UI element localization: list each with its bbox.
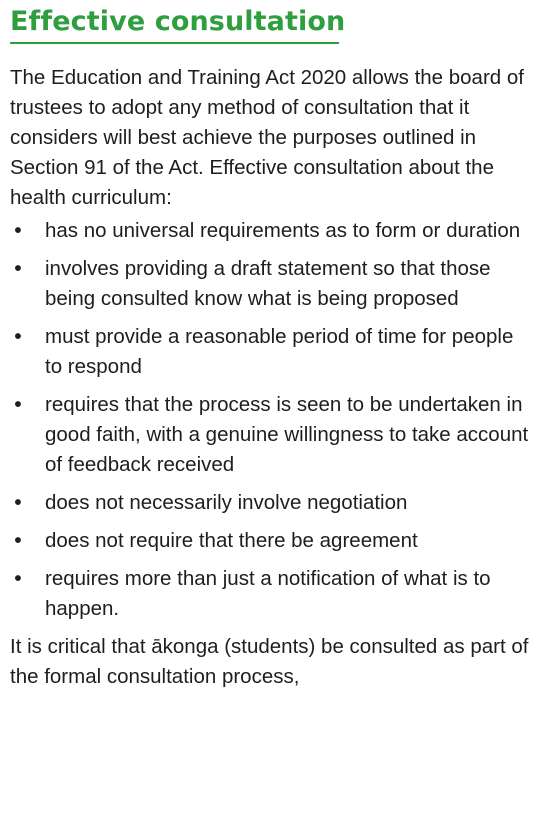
list-item-text: has no universal requirements as to form or duration: [45, 219, 521, 242]
bullet-icon: •: [14, 325, 22, 348]
list-item: [10, 322, 536, 382]
list-item-text: does not necessarily involve negotiation: [45, 491, 408, 514]
heading-underline: [10, 42, 339, 44]
bullet-icon: •: [14, 529, 22, 552]
bullet-icon: •: [14, 257, 22, 280]
bullet-icon: •: [14, 393, 22, 416]
bullet-icon: •: [14, 219, 22, 242]
section-heading: Effective consultation: [10, 6, 346, 37]
list-item-text: must provide a reasonable period of time for people to respond: [45, 325, 514, 378]
list-item: [10, 390, 536, 480]
bullet-list: [10, 216, 536, 624]
list-item: [10, 526, 536, 556]
list-item: [10, 564, 536, 624]
bullet-icon: •: [14, 567, 22, 590]
list-item-text: requires that the process is seen to be undertaken in good faith, with a genuine willingness to take account of feedback received: [45, 393, 529, 476]
list-item: [10, 216, 536, 246]
bullet-icon: •: [14, 491, 22, 514]
intro-paragraph: The Education and Training Act 2020 allows the board of trustees to adopt any method of consultation that it considers will best achieve the purposes outlined in Section 91 of the Act. Effective consultation about the health curriculum:: [10, 66, 524, 209]
list-item-text: does not require that there be agreement: [45, 529, 418, 552]
list-item-text: requires more than just a notification of what is to happen.: [45, 567, 491, 620]
document-page: [10, 0, 536, 692]
closing-paragraph: It is critical that ākonga (students) be consulted as part of the formal consultation process,: [10, 635, 529, 688]
list-item: [10, 488, 536, 518]
list-item: [10, 254, 536, 314]
list-item-text: involves providing a draft statement so that those being consulted know what is being proposed: [45, 257, 491, 310]
